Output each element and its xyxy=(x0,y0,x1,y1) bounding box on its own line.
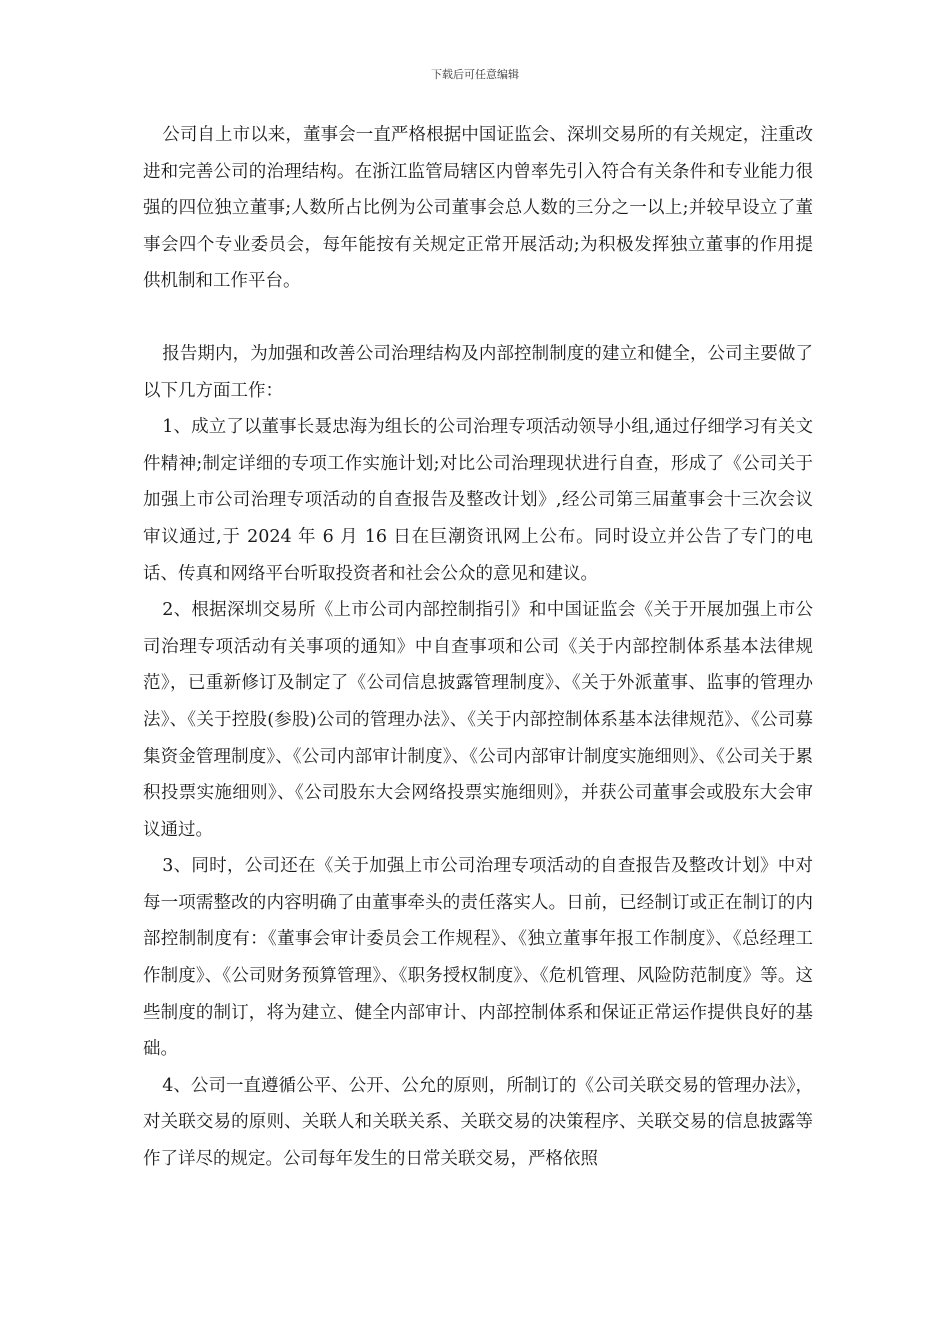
paragraph-item-2: 2、根据深圳交易所《上市公司内部控制指引》和中国证监会《关于开展加强上市公司治理专项活动有关事项的通知》中自查事项和公司《关于内部控制体系基本法律规范》，已重新修订及制定了《公司信息披露管理制度》、《关于外派董事、监事的管理办法》、《关于控股(参股)公司的管理办法》、《关于内部控制体系基本法律规范》、《公司募集资金管理制度》、《公司内部审计制度》、《公司内部审计制度实施细则》、《公司关于累积投票实施细则》、《公司股东大会网络投票实施细则》，并获公司董事会或股东大会审议通过。 xyxy=(143,600,813,840)
page-header: 下载后可任意编辑 xyxy=(431,68,519,81)
paragraph-item-1: 1、成立了以董事长聂忠海为组长的公司治理专项活动领导小组,通过仔细学习有关文件精神;制定详细的专项工作实施计划;对比公司治理现状进行自查，形成了《公司关于加强上市公司治理专项活动的自查报告及整改计划》,经公司第三届董事会十三次会议审议通过,于 2024 年 6 月 16 日在巨潮资讯网上公布。同时设立并公告了专门的电话、传真和网络平台听取投资者和社会公众的意见和建议。 xyxy=(143,417,813,584)
paragraph-intro: 公司自上市以来，董事会一直严格根据中国证监会、深圳交易所的有关规定，注重改进和完善公司的治理结构。在浙江监管局辖区内曾率先引入符合有关条件和专业能力很强的四位独立董事;人数所占比例为公司董事会总人数的三分之一以上;并较早设立了董事会四个专业委员会，每年能按有关规定正常开展活动;为积极发挥独立董事的作用提供机制和工作平台。 xyxy=(143,125,813,292)
paragraph-item-3: 3、同时，公司还在《关于加强上市公司治理专项活动的自查报告及整改计划》中对每一项需整改的内容明确了由董事牵头的责任落实人。日前，已经制订或正在制订的内部控制制度有：《董事会审计委员会工作规程》、《独立董事年报工作制度》、《总经理工作制度》、《公司财务预算管理》、《职务授权制度》、《危机管理、风险防范制度》等。这些制度的制订，将为建立、健全内部审计、内部控制体系和保证正常运作提供良好的基础。 xyxy=(143,856,813,1060)
paragraph-item-4: 4、公司一直遵循公平、公开、公允的原则，所制订的《公司关联交易的管理办法》，对关联交易的原则、关联人和关联关系、关联交易的决策程序、关联交易的信息披露等作了详尽的规定。公司每年发生的日常关联交易，严格依照 xyxy=(143,1075,813,1170)
paragraph-report-period: 报告期内，为加强和改善公司治理结构及内部控制制度的建立和健全，公司主要做了以下几方面工作： xyxy=(143,343,813,401)
document-body xyxy=(143,117,813,1178)
